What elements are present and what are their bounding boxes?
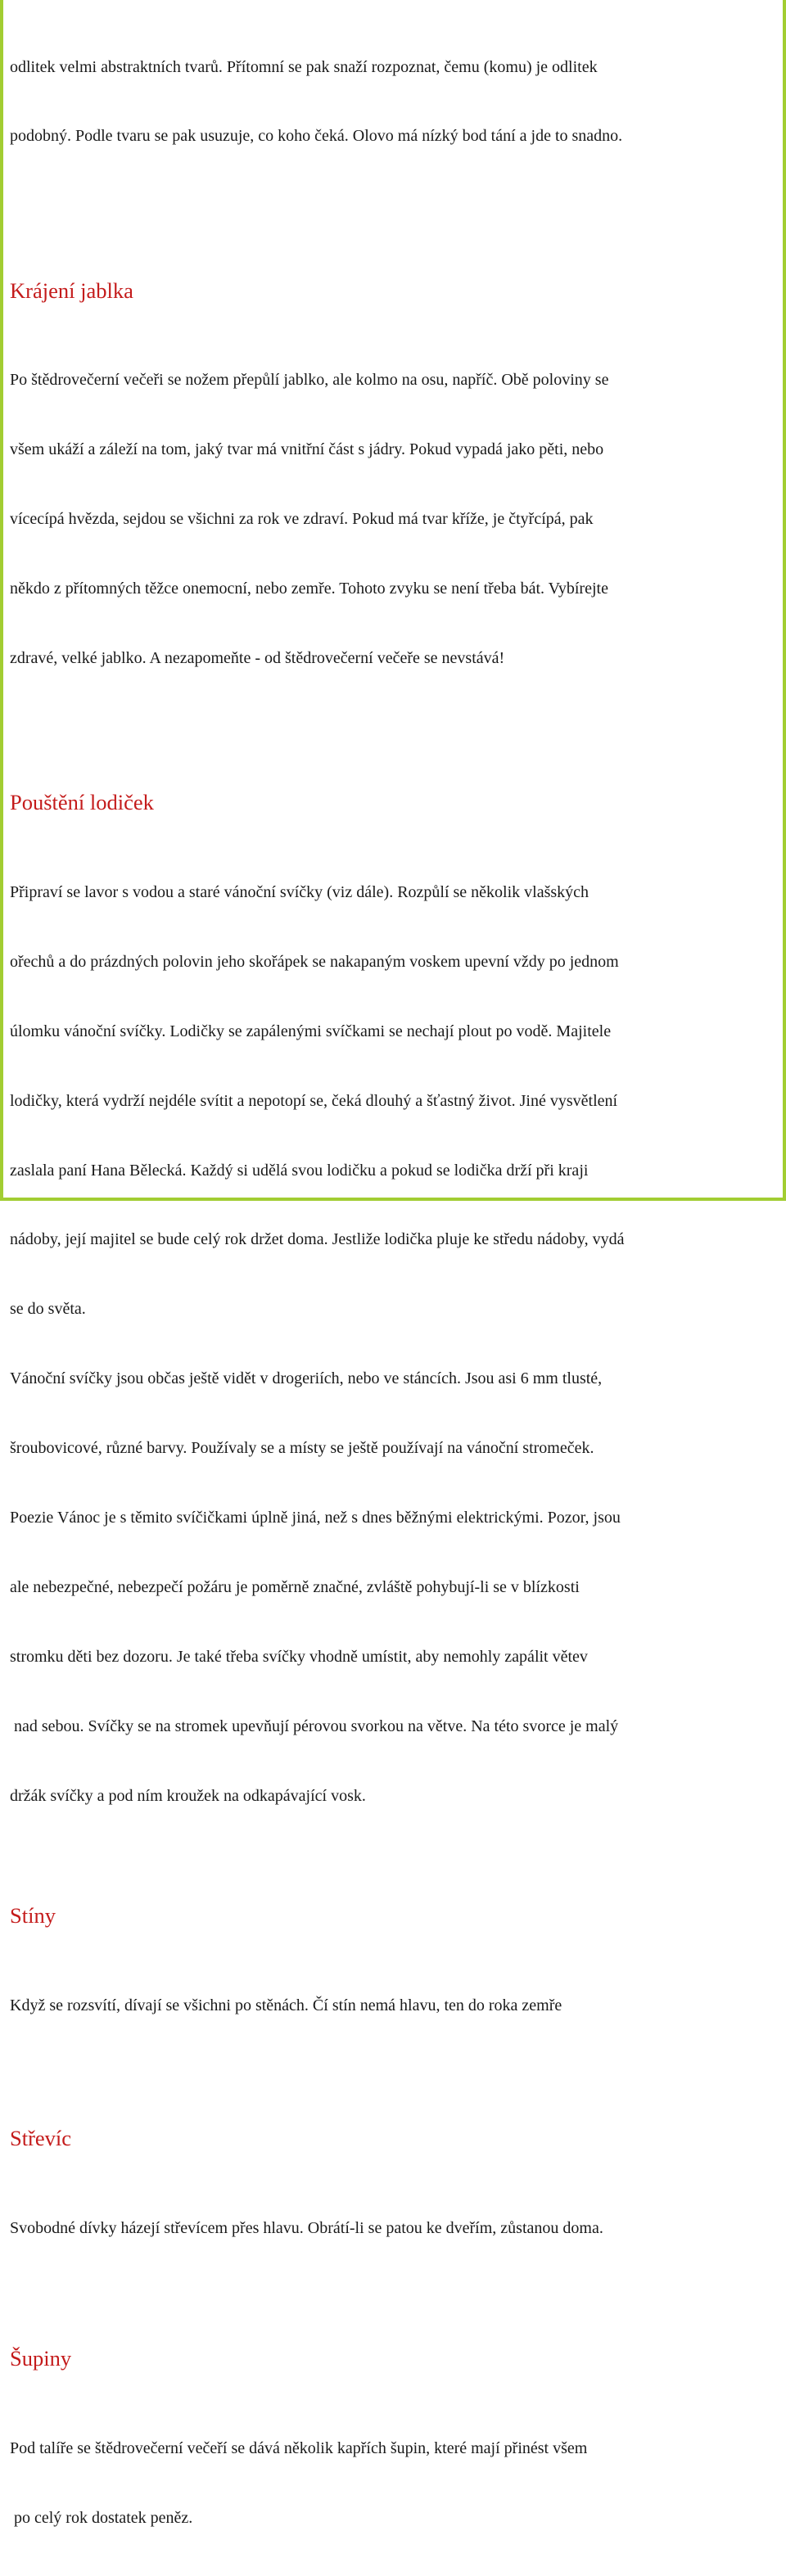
text-line: odlitek velmi abstraktních tvarů. Přítomní se pak snaží rozpoznat, čemu (komu) je odlitek	[10, 57, 598, 76]
text-line: Vánoční svíčky jsou občas ještě vidět v drogeriích, nebo ve stáncích. Jsou asi 6 mm tlusté,	[10, 1369, 603, 1388]
text-line: ořechů a do prázdných polovin jeho skořápek se nakapaným voskem upevní vždy po jednom	[10, 952, 619, 971]
text-line: úlomku vánoční svíčky. Lodičky se zapálenými svíčkami se nechají plout po vodě. Majitele	[10, 1022, 612, 1040]
text-line: zdravé, velké jablko. A nezapomeňte - od štědrovečerní večeře se nevstává!	[10, 648, 505, 667]
text-line: nad sebou. Svíčky se na stromek upevňují pérovou svorkou na větve. Na této svorce je malý	[10, 1717, 619, 1735]
section-paragraph-pousteni-lodicek	[10, 834, 776, 1853]
text-line: držák svíčky a pod ním kroužek na odkapávající vosk.	[10, 1786, 366, 1805]
document-body	[10, 9, 776, 2576]
text-line: Pod talíře se štědrovečerní večeří se dává několik kapřích šupin, které mají přinést všem	[10, 2439, 588, 2458]
section-paragraph-stiny	[10, 1947, 776, 2063]
section-heading-pousteni-lodicek: Pouštění lodiček	[10, 790, 154, 815]
section-paragraph-strevic	[10, 2170, 776, 2285]
section-paragraph-supiny	[10, 2390, 776, 2575]
text-line: po celý rok dostatek peněz.	[10, 2508, 193, 2527]
text-line: podobný. Podle tvaru se pak usuzuje, co koho čeká. Olovo má nízký bod tání a jde to snadno.	[10, 127, 623, 146]
text-line: Poezie Vánoc je s těmito svíčičkami úplně jiná, než s dnes běžnými elektrickými. Pozor, jsou	[10, 1509, 621, 1527]
section-heading-stiny: Stíny	[10, 1903, 56, 1929]
text-line: Když se rozsvítí, dívají se všichni po stěnách. Čí stín nemá hlavu, ten do roka zemře	[10, 1996, 562, 2015]
text-line: lodičky, která vydrží nejdéle svítit a nepotopí se, čeká dlouhý a šťastný život. Jiné vysvětlení	[10, 1091, 618, 1110]
text-line: se do světa.	[10, 1300, 86, 1319]
text-line: stromku děti bez dozoru. Je také třeba svíčky vhodně umístit, aby nemohly zapálit větev	[10, 1647, 588, 1666]
text-line: šroubovicové, různé barvy. Používaly se a místy se ještě používají na vánoční stromeček.	[10, 1439, 594, 1458]
text-line: Připraví se lavor s vodou a staré vánoční svíčky (viz dále). Rozpůlí se několik vlašských	[10, 883, 590, 902]
text-line: zaslala paní Hana Bělecká. Každý si udělá svou lodičku a pokud se lodička drží při kraji	[10, 1161, 589, 1180]
text-line: někdo z přítomných těžce onemocní, nebo zemře. Tohoto zvyku se není třeba bát. Vybírejte	[10, 579, 608, 598]
section-heading-supiny: Šupiny	[10, 2346, 72, 2371]
text-line: ale nebezpečné, nebezpečí požáru je poměrně značné, zvláště pohybují-li se v blízkosti	[10, 1577, 580, 1596]
text-line: nádoby, její majitel se bude celý rok držet doma. Jestliže lodička pluje ke středu nádoby, vydá	[10, 1230, 625, 1249]
text-line: všem ukáží a záleží na tom, jaký tvar má vnitřní část s jádry. Pokud vypadá jako pěti, nebo	[10, 440, 604, 458]
section-heading-krajeni-jablka: Krájení jablka	[10, 278, 133, 304]
section-heading-strevic: Střevíc	[10, 2125, 72, 2150]
text-line: vícecípá hvězda, sejdou se všichni za rok ve zdraví. Pokud má tvar kříže, je čtyřcípá, pak	[10, 509, 594, 528]
text-line: Svobodné dívky házejí střevícem přes hlavu. Obrátí-li se patou ke dveřím, zůstanou doma.	[10, 2218, 603, 2237]
text-line: Po štědrovečerní večeři se nožem přepůlí jablko, ale kolmo na osu, napříč. Obě poloviny se	[10, 370, 609, 389]
section-paragraph-krajeni-jablka	[10, 322, 776, 715]
intro-paragraph	[10, 9, 776, 194]
